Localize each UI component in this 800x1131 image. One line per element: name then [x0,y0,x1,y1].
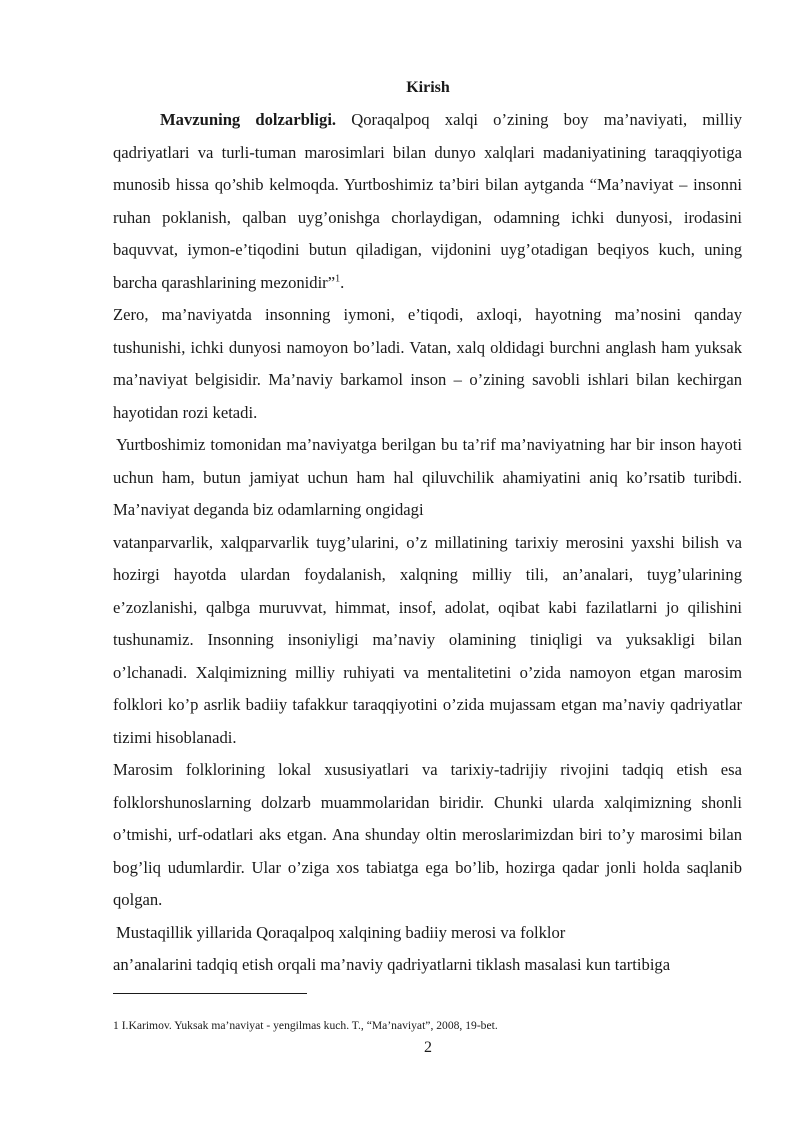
paragraph-relevance [113,104,742,299]
document-title: Kirish [406,79,450,96]
paragraph-lead-heading: Mavzuning dolzarbligi. [160,110,337,129]
paragraph-traditions: an’analarini tadqiq etish orqali ma’naviy qadriyatlarni tiklash masalasi kun tartibiga [113,955,671,974]
paragraph-patriotism: vatanparvarlik, xalqparvarlik tuyg’ularini, o’z millatining tarixiy merosini yaxshi bilish va hozirgi hayotda ulardan foydalanish, xalqning milliy tili, an’analari, tuyg’ularining e’zozlanishi, qalbga muruvvat, himmat, insof, adolat, oqibat kabi fazilatlarni jo qilishini tushunamiz. Insonning insoniyligi ma’naviy olamining tiniqligi va yuksakligi bilan o’lchanadi. Xalqimizning milliy ruhiyati va mentalitetini o’zida namoyon etgan marosim folklori ko’p asrlik badiiy tafakkur taraqqiyotini o’zida mujassam etgan ma’naviy qadriyatlar tizimi hisoblanadi. [113,532,742,747]
paragraph-definition: Yurtboshimiz tomonidan ma’naviyatga berilgan bu ta’rif ma’naviyatning har bir inson hayoti uchun ham, butun jamiyat uchun ham hal qiluvchilik ahamiyatini aniq ko’rsatib turibdi. Ma’naviyat deganda biz odamlarning ongidagi [113,435,742,519]
footnote: 1 I.Karimov. Yuksak ma’naviyat - yengilmas kuch. T., “Ma’naviyat”, 2008, 19-bet. [113,1019,498,1032]
paragraph-text-end: . [340,272,345,292]
paragraph-spirituality: Zero, ma’naviyatda insonning iymoni, e’tiqodi, axloqi, hayotning ma’nosini qanday tushunishi, ichki dunyosi namoyon bo’ladi. Vatan, xalq oldidagi burchni anglash ham yuksak ma’naviyat belgisidir. Ma’naviy barkamol inson – o’zining savobli ishlari bilan kechirgan hayotidan rozi ketadi. [113,305,742,422]
paragraph-ritual-folklore: Marosim folklorining lokal xususiyatlari va tarixiy-tadrijiy rivojini tadqiq etish esa folklorshunoslarning dolzarb muammolaridan biridir. Chunki ularda xalqimizning shonli o’tmishi, urf-odatlari aks etgan. Ana shunday oltin meroslarimizdan biri to’y marosimi bilan bog’liq udumlardir. Ular o’ziga xos tabiatga ega bo’lib, hozirga qadar jonli holda saqlanib qolgan. [113,760,742,909]
paragraph-independence: Mustaqillik yillarida Qoraqalpoq xalqining badiiy merosi va folklor [116,922,566,942]
document-body [113,104,742,982]
page-number: 2 [424,1039,432,1056]
footnote-separator [113,993,307,994]
footnote-reference[interactable]: 1 [335,272,341,284]
paragraph-text: Qoraqalpoq xalqi o’zining boy ma’naviyati, milliy qadriyatlari va turli-tuman marosimlari bilan dunyo xalqlari madaniyatining taraqqiyotiga munosib hissa qo’shib kelmoqda. Yurtboshimiz ta’biri bilan aytganda “Ma’naviyat – insonni ruhan poklanish, qalban uyg’onishga chorlaydigan, odamning ichki dunyosi, irodasini baquvvat, iymon-e’tiqodini butun qiladigan, vijdonini uyg’otadigan beqiyos kuch, uning barcha qarashlarining mezonidir” [113,110,742,292]
